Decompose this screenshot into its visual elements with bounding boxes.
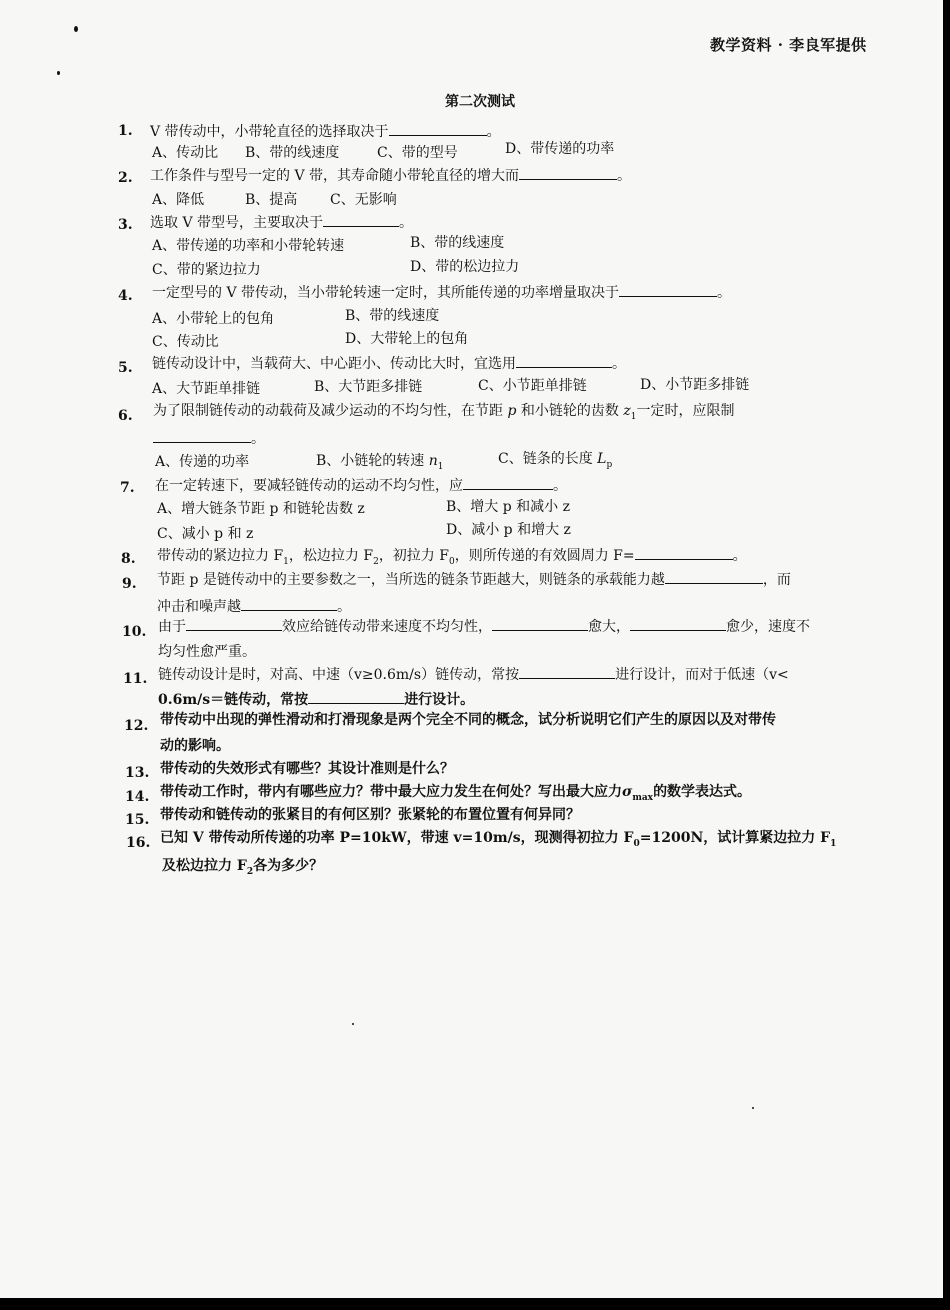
option: B、带的线速度 [245, 145, 340, 161]
question-9-line-2: 冲击和噪声越 。 [157, 596, 351, 617]
question-7: 在一定转速下，要减轻链传动的运动不均匀性，应 。 [155, 475, 567, 496]
question-2: 工作条件与型号一定的 V 带，其寿命随小带轮直径的增大而 。 [150, 165, 631, 186]
scan-border-bottom [0, 1298, 950, 1310]
scan-speck [752, 1107, 754, 1109]
answer-blank[interactable] [619, 282, 717, 297]
option: A、小带轮上的包角 [152, 311, 275, 327]
question-number: 6. [118, 408, 133, 424]
option: C、带的紧边拉力 [152, 262, 261, 278]
answer-blank[interactable] [308, 689, 404, 704]
option: B、增大 p 和减小 z [446, 499, 570, 515]
answer-blank[interactable] [323, 212, 399, 227]
option: D、减小 p 和增大 z [446, 522, 571, 538]
question-number: 10. [122, 624, 147, 640]
question-number: 1. [118, 123, 133, 139]
answer-blank[interactable] [516, 353, 612, 368]
option: D、大带轮上的包角 [345, 331, 469, 347]
option: C、带的型号 [377, 145, 458, 161]
question-number: 5. [118, 360, 133, 376]
option: D、带的松边拉力 [410, 259, 520, 275]
option: A、传递的功率 [155, 454, 250, 470]
option: B、小链轮的转速 $n_1$ [316, 453, 444, 472]
question-number: 8. [121, 551, 136, 567]
question-6: 为了限制链传动的动载荷及减少运动的不均匀性，在节距 p 和小链轮的齿数 $z_1$一定时，应限制 [153, 403, 735, 422]
option: D、带传递的功率 [505, 141, 615, 157]
question-15: 带传动和链传动的张紧目的有何区别？张紧轮的布置位置有何异同？ [160, 807, 580, 823]
option: C、无影响 [330, 192, 397, 208]
question-9: 节距 p 是链传动中的主要参数之一，当所选的链条节距越大，则链条的承载能力越 ，而 [157, 569, 791, 590]
answer-blank[interactable] [519, 664, 615, 679]
question-6-blank-line: 。 [153, 428, 265, 449]
option: C、链条的长度 $L_p$ [498, 451, 613, 470]
question-12-line-2: 动的影响。 [160, 738, 230, 754]
question-8: 带传动的紧边拉力 $F_1$，松边拉力 $F_2$，初拉力 $F_0$，则所传递的有效圆周力 F= 。 [157, 545, 747, 572]
answer-blank[interactable] [463, 475, 553, 490]
option: A、带传递的功率和小带轮转速 [152, 238, 345, 254]
option: A、传动比 [152, 145, 219, 161]
question-number: 16. [126, 835, 151, 851]
scan-speck [57, 71, 60, 75]
question-5: 链传动设计中，当载荷大、中心距小、传动比大时，宜选用 。 [152, 353, 626, 374]
question-number: 4. [118, 288, 133, 304]
question-11: 链传动设计是时，对高、中速（v≥0.6m/s）链传动，常按 进行设计，而对于低速（v< [158, 664, 789, 685]
question-3: 选取 V 带型号，主要取决于 。 [150, 212, 413, 233]
answer-blank[interactable] [389, 121, 487, 136]
option: C、传动比 [152, 334, 219, 350]
scan-speck [352, 1023, 354, 1025]
page-title: 第二次测试 [445, 94, 515, 110]
answer-blank[interactable] [665, 569, 763, 584]
answer-blank[interactable] [153, 428, 251, 443]
question-number: 7. [120, 480, 135, 496]
option: B、大节距多排链 [314, 379, 423, 395]
option: A、增大链条节距 p 和链轮齿数 z [157, 501, 365, 517]
question-number: 11. [123, 671, 148, 687]
question-number: 13. [125, 765, 150, 781]
option: A、大节距单排链 [152, 381, 261, 397]
answer-blank[interactable] [186, 616, 282, 631]
answer-blank[interactable] [241, 596, 337, 611]
option: C、小节距单排链 [478, 378, 587, 394]
question-number: 2. [118, 170, 133, 186]
scan-speck [74, 26, 78, 32]
option: C、减小 p 和 z [157, 526, 254, 542]
question-11-line-2: 0.6m/s＝链传动，常按 进行设计。 [158, 689, 474, 710]
answer-blank[interactable] [635, 545, 733, 560]
question-14: 带传动工作时，带内有哪些应力？带中最大应力发生在何处？写出最大应力$\sigma_{max}$的数学表达式。 [160, 784, 752, 803]
question-number: 12. [124, 718, 149, 734]
header-note: 教学资料 · 李良军提供 [710, 36, 867, 54]
question-12: 带传动中出现的弹性滑动和打滑现象是两个完全不同的概念，试分析说明它们产生的原因以及对带传 [160, 712, 776, 728]
question-number: 3. [118, 217, 133, 233]
question-number: 14. [125, 789, 150, 805]
question-number: 9. [122, 576, 137, 592]
question-10: 由于 效应给链传动带来速度不均匀性， 愈大， 愈少，速度不 [158, 616, 810, 637]
option: B、带的线速度 [410, 235, 505, 251]
question-16-line-2: 及松边拉力 $F_2$各为多少？ [162, 858, 324, 877]
option: A、降低 [152, 192, 205, 208]
answer-blank[interactable] [630, 616, 726, 631]
option: D、小节距多排链 [640, 377, 750, 393]
question-16: 已知 V 带传动所传递的功率 P=10kW，带速 v=10m/s，现测得初拉力 $F_0=1200N$，试计算紧边拉力 $F_1$ [160, 830, 837, 849]
option: B、带的线速度 [345, 308, 440, 324]
scan-border-right [943, 0, 950, 1310]
answer-blank[interactable] [492, 616, 588, 631]
question-1: V 带传动中，小带轮直径的选择取决于 。 [150, 121, 501, 142]
question-13: 带传动的失效形式有哪些？其设计准则是什么？ [160, 761, 454, 777]
option: B、提高 [245, 192, 298, 208]
question-number: 15. [125, 812, 150, 828]
answer-blank[interactable] [519, 165, 617, 180]
question-10-line-2: 均匀性愈严重。 [158, 644, 256, 660]
question-4: 一定型号的 V 带传动，当小带轮转速一定时，其所能传递的功率增量取决于 。 [152, 282, 731, 303]
